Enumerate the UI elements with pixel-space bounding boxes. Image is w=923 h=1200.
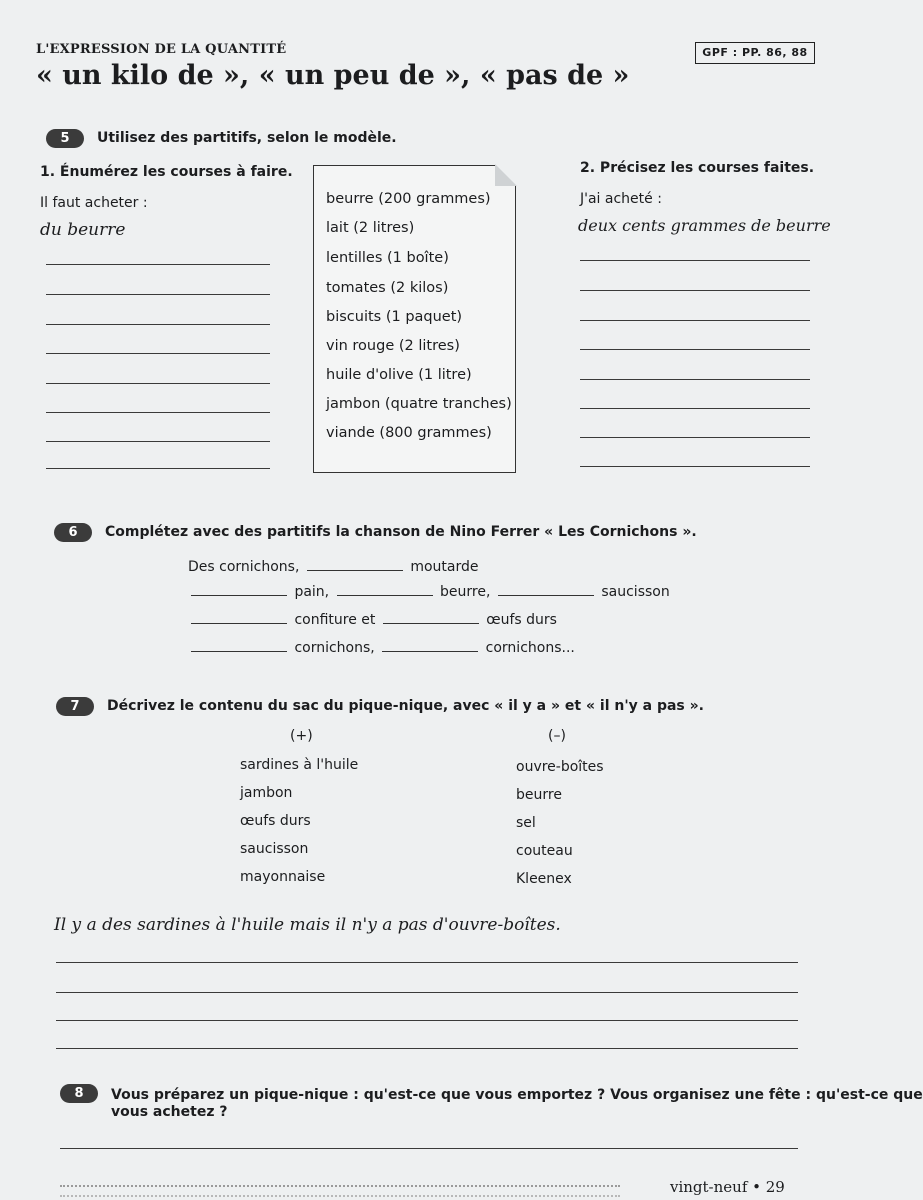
song-line-4 — [188, 639, 575, 656]
exercise-7-badge: 7 — [56, 697, 94, 716]
page-title: « un kilo de », « un peu de », « pas de » — [36, 60, 630, 91]
list-item: lait (2 litres) — [326, 220, 415, 236]
plus-item: œufs durs — [240, 813, 311, 829]
ex5-right-heading: 2. Précisez les courses faites. — [580, 160, 815, 176]
fill-blank[interactable] — [191, 639, 287, 652]
exercise-6-badge: 6 — [54, 523, 92, 542]
answer-line[interactable] — [56, 1048, 798, 1049]
answer-line[interactable] — [580, 437, 810, 438]
answer-line[interactable] — [56, 962, 798, 963]
fill-blank[interactable] — [191, 611, 287, 624]
minus-column-header: (–) — [548, 728, 566, 744]
song-text: confiture et — [294, 612, 376, 628]
list-item: vin rouge (2 litres) — [326, 338, 460, 354]
list-item: biscuits (1 paquet) — [326, 309, 463, 325]
plus-item: mayonnaise — [240, 869, 326, 885]
ex5-left-lead: Il faut acheter : — [40, 195, 148, 211]
song-text: œufs durs — [486, 612, 557, 628]
grammar-reference-box: GPF : PP. 86, 88 — [695, 42, 815, 64]
minus-item: ouvre-boîtes — [516, 759, 604, 775]
plus-item: saucisson — [240, 841, 309, 857]
exercise-5-badge: 5 — [46, 129, 84, 148]
answer-line[interactable] — [580, 466, 810, 467]
fill-blank[interactable] — [498, 583, 594, 596]
answer-line[interactable] — [56, 992, 798, 993]
ex5-left-heading: 1. Énumérez les courses à faire. — [40, 164, 293, 180]
folded-corner — [495, 164, 517, 186]
answer-line[interactable] — [580, 260, 810, 261]
list-item: huile d'olive (1 litre) — [326, 367, 472, 383]
list-item: beurre (200 grammes) — [326, 191, 491, 207]
answer-line[interactable] — [46, 412, 270, 413]
song-text: cornichons, — [294, 640, 375, 656]
fill-blank[interactable] — [382, 639, 478, 652]
list-item: tomates (2 kilos) — [326, 280, 449, 296]
fill-blank[interactable] — [191, 583, 287, 596]
fill-blank[interactable] — [337, 583, 433, 596]
answer-line[interactable] — [580, 408, 810, 409]
shopping-list-card — [313, 165, 516, 473]
ex7-example-sentence: Il y a des sardines à l'huile mais il n'y a pas d'ouvre-boîtes. — [54, 915, 561, 935]
answer-line[interactable] — [580, 379, 810, 380]
answer-line[interactable] — [56, 1020, 798, 1021]
page-number: vingt-neuf • 29 — [670, 1178, 785, 1196]
song-text: beurre, — [440, 584, 491, 600]
answer-line[interactable] — [46, 324, 270, 325]
exercise-6-instruction: Complétez avec des partitifs la chanson de Nino Ferrer « Les Cornichons ». — [105, 524, 697, 540]
answer-line[interactable] — [580, 320, 810, 321]
footer-decoration — [60, 1185, 620, 1197]
song-line-2 — [188, 583, 670, 600]
minus-item: beurre — [516, 787, 562, 803]
answer-line[interactable] — [46, 264, 270, 265]
answer-line[interactable] — [46, 294, 270, 295]
song-text: saucisson — [601, 584, 670, 600]
fill-blank[interactable] — [383, 611, 479, 624]
answer-line[interactable] — [46, 383, 270, 384]
song-text: cornichons... — [485, 640, 575, 656]
list-item: jambon (quatre tranches) — [326, 396, 512, 412]
exercise-8-badge: 8 — [60, 1084, 98, 1103]
answer-line[interactable] — [46, 468, 270, 469]
song-text: moutarde — [410, 559, 479, 575]
answer-line[interactable] — [46, 353, 270, 354]
ex5-right-lead: J'ai acheté : — [580, 191, 662, 207]
exercise-8-instruction-line-1: Vous préparez un pique-nique : qu'est-ce que vous emportez ? Vous organisez une fête : qu'est-ce que — [111, 1087, 923, 1103]
minus-item: Kleenex — [516, 871, 572, 887]
song-line-3 — [188, 611, 557, 628]
minus-item: couteau — [516, 843, 573, 859]
answer-line[interactable] — [580, 349, 810, 350]
plus-column-header: (+) — [290, 728, 313, 744]
answer-line[interactable] — [46, 441, 270, 442]
ex5-left-example: du beurre — [40, 220, 126, 240]
list-item: lentilles (1 boîte) — [326, 250, 449, 266]
song-line-1 — [188, 558, 479, 575]
minus-item: sel — [516, 815, 536, 831]
plus-item: sardines à l'huile — [240, 757, 359, 773]
exercise-7-instruction: Décrivez le contenu du sac du pique-nique, avec « il y a » et « il n'y a pas ». — [107, 698, 704, 714]
answer-line[interactable] — [60, 1148, 798, 1149]
list-item: viande (800 grammes) — [326, 425, 492, 441]
song-text: pain, — [294, 584, 330, 600]
ex5-right-example: deux cents grammes de beurre — [578, 216, 831, 235]
section-heading: L'EXPRESSION DE LA QUANTITÉ — [36, 42, 287, 57]
fill-blank[interactable] — [307, 558, 403, 571]
exercise-8-instruction-line-2: vous achetez ? — [111, 1104, 228, 1120]
song-text: Des cornichons, — [188, 559, 300, 575]
exercise-5-instruction: Utilisez des partitifs, selon le modèle. — [97, 130, 397, 146]
plus-item: jambon — [240, 785, 293, 801]
answer-line[interactable] — [580, 290, 810, 291]
